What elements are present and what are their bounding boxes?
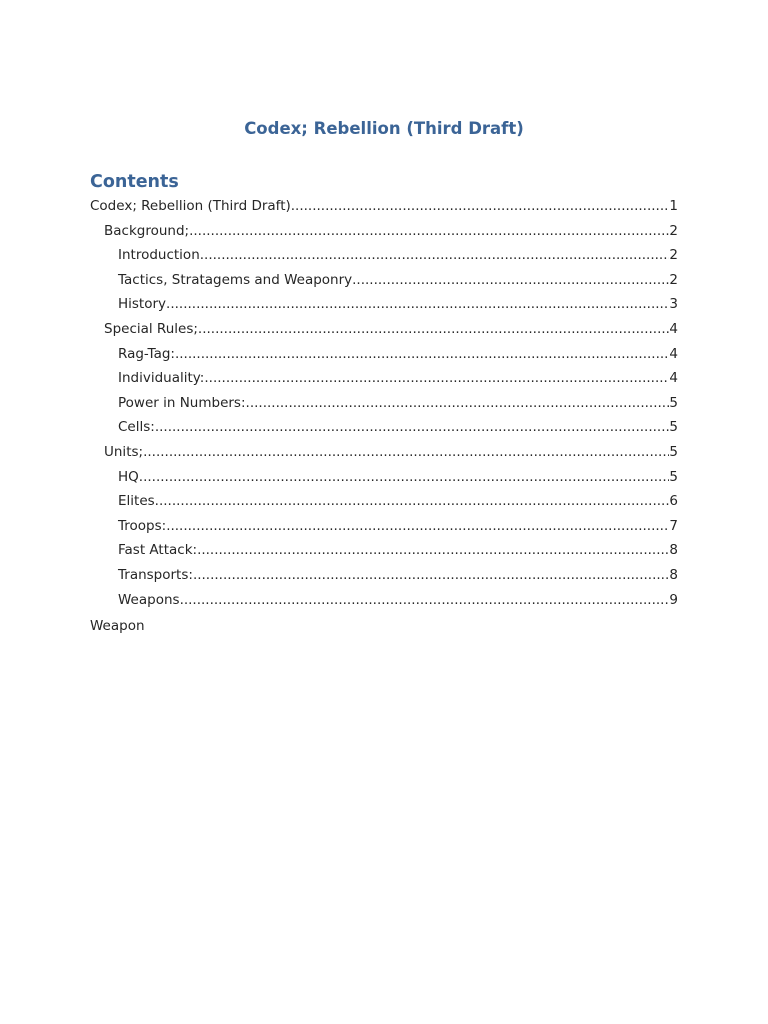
toc-entry-text: Tactics, Stratagems and Weaponry	[118, 271, 353, 288]
toc-page-number: 8	[669, 542, 678, 559]
toc-leader-dots	[143, 440, 669, 465]
toc-leader-dots	[291, 194, 670, 219]
toc-entry[interactable]	[90, 366, 678, 391]
toc-entry-text: Individuality:	[118, 370, 205, 387]
toc-page-number: 3	[669, 296, 678, 313]
toc-entry-text: Background;	[104, 222, 190, 239]
toc-page-number: 5	[669, 394, 678, 411]
toc-entry[interactable]	[90, 465, 678, 490]
toc-leader-dots	[193, 563, 669, 588]
toc-page-number: 4	[669, 345, 678, 362]
toc-entry[interactable]	[90, 243, 678, 268]
toc-entry-text: Fast Attack:	[118, 542, 198, 559]
toc-leader-dots	[246, 391, 670, 416]
toc-entry[interactable]	[90, 342, 678, 367]
toc-page-number: 5	[669, 443, 678, 460]
toc-page-number: 9	[669, 591, 678, 608]
toc-entry-text: Special Rules;	[104, 320, 198, 337]
toc-entry-text: Troops:	[118, 517, 167, 534]
body-text: Weapon	[90, 618, 145, 634]
toc-leader-dots	[180, 588, 670, 613]
toc-entry[interactable]	[90, 194, 678, 219]
document-title: Codex; Rebellion (Third Draft)	[244, 119, 524, 138]
toc-leader-dots	[139, 465, 670, 490]
toc-entry-text: Weapons	[118, 591, 180, 608]
toc-entry[interactable]	[90, 489, 678, 514]
toc-leader-dots	[155, 489, 670, 514]
toc-entry-text: Codex; Rebellion (Third Draft)	[90, 198, 291, 214]
toc-entry[interactable]	[90, 415, 678, 440]
toc-leader-dots	[189, 219, 669, 244]
toc-leader-dots	[200, 243, 670, 268]
toc-page-number: 4	[669, 370, 678, 387]
toc-leader-dots	[204, 366, 669, 391]
toc-page-number: 5	[669, 419, 678, 436]
toc-entry-text: History	[118, 296, 167, 313]
toc-entry[interactable]	[90, 292, 678, 317]
toc-entry-text: Introduction	[118, 247, 200, 264]
toc-entry[interactable]	[90, 219, 678, 244]
toc-entry-text: Power in Numbers:	[118, 394, 246, 411]
toc-leader-dots	[166, 292, 669, 317]
toc-leader-dots	[198, 317, 670, 342]
toc-page-number: 8	[669, 566, 678, 583]
toc-entry-text: Cells:	[118, 419, 155, 436]
toc-entry-text: HQ	[118, 468, 139, 485]
toc-entry[interactable]	[90, 514, 678, 539]
toc-page-number: 1	[669, 198, 678, 214]
toc-page-number: 6	[669, 493, 678, 510]
toc-entry[interactable]	[90, 391, 678, 416]
toc-entry[interactable]	[90, 317, 678, 342]
toc-entry-text: Units;	[104, 443, 144, 460]
toc-leader-dots	[352, 268, 669, 293]
toc-heading: Contents	[90, 172, 179, 192]
toc-entry-text: Elites	[118, 493, 155, 510]
toc-entry-text: Rag-Tag:	[118, 345, 175, 362]
toc-leader-dots	[197, 538, 669, 563]
toc-page-number: 2	[669, 222, 678, 239]
toc-leader-dots	[155, 415, 670, 440]
toc-leader-dots	[175, 342, 669, 367]
toc-entry[interactable]	[90, 440, 678, 465]
toc-page-number: 4	[669, 320, 678, 337]
toc-entry[interactable]	[90, 588, 678, 613]
table-of-contents	[90, 194, 678, 612]
toc-page-number: 2	[669, 247, 678, 264]
toc-entry-text: Transports:	[118, 566, 193, 583]
toc-page-number: 7	[669, 517, 678, 534]
toc-page-number: 2	[669, 271, 678, 288]
toc-entry[interactable]	[90, 563, 678, 588]
toc-entry[interactable]	[90, 268, 678, 293]
toc-leader-dots	[166, 514, 669, 539]
toc-entry[interactable]	[90, 538, 678, 563]
toc-page-number: 5	[669, 468, 678, 485]
